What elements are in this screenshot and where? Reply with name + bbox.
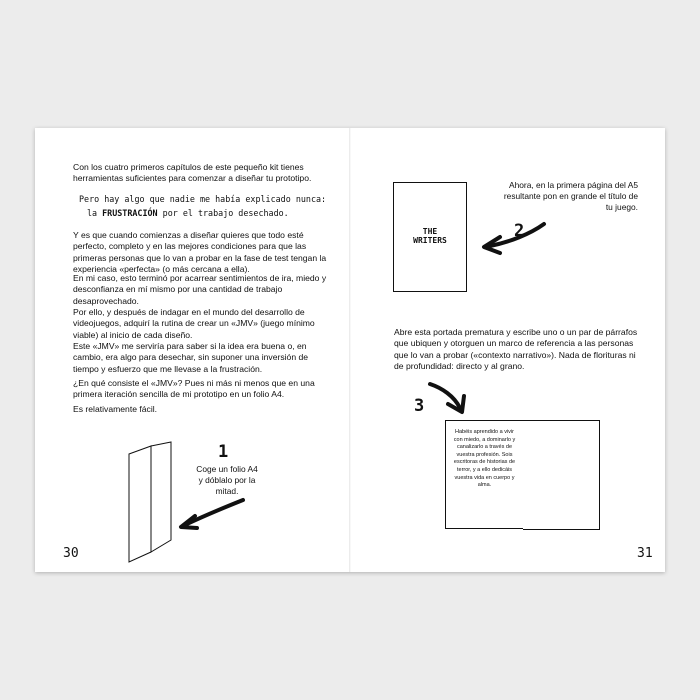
paragraph-4: Este «JMV» me serviría para saber si la idea era buena o, en cambio, era algo para desechar, sin suponer una inversión de tiempo y esfuerzo que me llevase a la frustración. — [73, 341, 309, 374]
step-3-number: 3 — [414, 396, 425, 416]
step-2-number: 2 — [514, 221, 525, 241]
page-number-right: 31 — [637, 546, 653, 561]
paragraph-5: ¿En qué consiste el «JMV»? Pues ni más ni menos que en una primera iteración sencilla de mi prototipo en un folio A4. — [73, 378, 315, 400]
cover-title-line-2: WRITERS — [413, 236, 447, 245]
booklet-inner-text: Habéis aprendido a vivir con miedo, a dominarlo y canalizarlo a través de vuestra profesión. Sois escritoras de historias de terror, y a ello dedicáis vuestra vida en cuerpo y alma. — [453, 429, 516, 489]
quote-line-2 — [87, 207, 289, 219]
step-1-arrow-icon — [173, 496, 248, 532]
step-1-caption: Coge un folio A4 y dóblalo por la mitad. — [196, 464, 258, 496]
step-1-number: 1 — [218, 442, 229, 462]
step-2-arrow-icon — [478, 220, 550, 256]
cover-title-line-1: THE — [422, 227, 438, 236]
paragraph-3: Por ello, y después de indagar en el mundo del desarrollo de videojuegos, adquirí la rutina de crear un «JMV» (juego mínimo viable) al inicio de cada diseño. — [73, 307, 315, 340]
booklet-inner-right-page — [523, 420, 600, 530]
step-3-arrow-icon — [428, 378, 472, 416]
step-3-text: Abre esta portada prematura y escribe uno o un par de párrafos que ubiquen y otorguen un marco de referencia a las personas que lo van a probar («contexto narrativo»). Nada de florituras ni de profundidad: directo y al grano. — [394, 327, 638, 372]
intro-paragraph: Con los cuatro primeros capítulos de este pequeño kit tienes herramientas suficientes para comenzar a diseñar tu prototipo. — [73, 162, 312, 184]
paragraph-6: Es relativamente fácil. — [73, 404, 158, 414]
paragraph-1: Y es que cuando comienzas a diseñar quieres que todo esté perfecto, completo y en las mejores condiciones para que las primeras personas que lo van a probar en la fase de test tengan la experiencia «perfecta» (o más cercana a ella). — [73, 230, 327, 275]
a5-cover — [393, 182, 467, 292]
quote-prefix: la — [87, 208, 103, 218]
page-number-left: 30 — [63, 546, 79, 561]
step-2-caption: Ahora, en la primera página del A5 resultante pon en grande el título de tu juego. — [503, 180, 638, 212]
left-page — [35, 128, 350, 572]
booklet-inner-left-page — [445, 420, 524, 529]
paragraph-2: En mi caso, esto terminó por acarrear sentimientos de ira, miedo y desconfianza en mí mismo por una cantidad de trabajo desaprovechado. — [73, 273, 327, 306]
quote-line-1: Pero hay algo que nadie me había explicado nunca: — [79, 194, 327, 204]
quote-frustration-word: FRUSTRACIÓN — [102, 208, 158, 218]
cover-title — [394, 227, 466, 245]
quote-suffix: por el trabajo desechado. — [157, 208, 289, 218]
right-page — [350, 128, 665, 572]
